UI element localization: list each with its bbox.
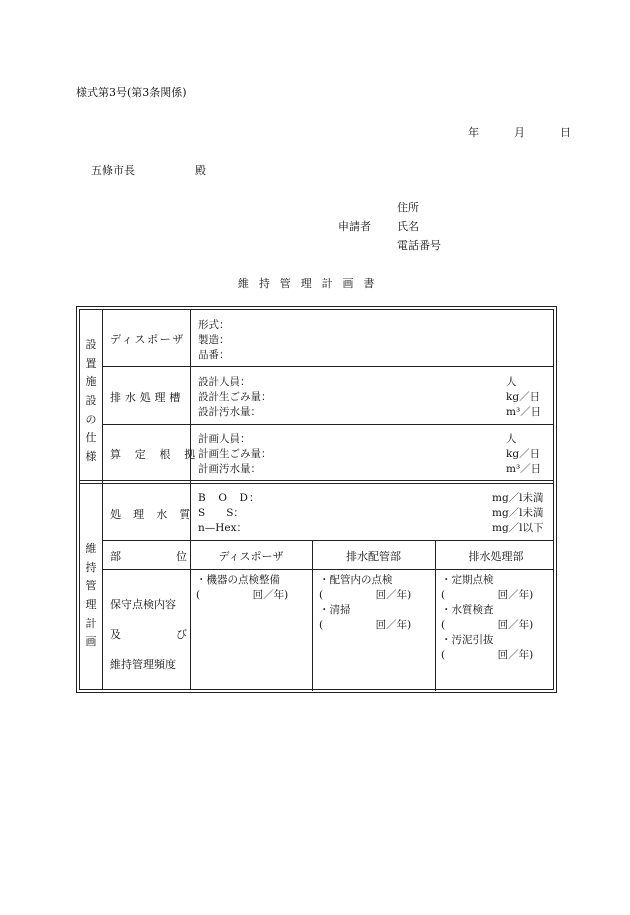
design-persons-label: 設計人員： bbox=[198, 376, 251, 388]
section-plan-label: 維 持 管 理 計 画 bbox=[85, 542, 97, 649]
plan-garbage-label: 計画生ごみ量： bbox=[198, 448, 272, 460]
design-sewage-label: 設計汚水量： bbox=[198, 406, 261, 418]
col-head-treatment: 排水処理部 bbox=[468, 550, 524, 563]
date-month: 月 bbox=[514, 126, 525, 139]
disposer-model-label: 品番： bbox=[198, 349, 230, 361]
part-label-a: 部 bbox=[110, 550, 121, 563]
plan-persons-unit: 人 bbox=[506, 433, 517, 445]
date-line bbox=[468, 124, 571, 140]
design-persons-unit: 人 bbox=[506, 376, 517, 388]
col-head-piping: 排水配管部 bbox=[346, 550, 401, 563]
part-label-b: 位 bbox=[176, 550, 187, 563]
plan-sewage-label: 計画汚水量： bbox=[198, 463, 261, 475]
design-garbage-label: 設計生ごみ量： bbox=[198, 391, 272, 403]
col2-item-2: ・清掃 bbox=[319, 604, 351, 616]
maint-label-line2b: び bbox=[176, 628, 187, 641]
maint-label-line3: 維持管理頻度 bbox=[110, 658, 176, 671]
applicant-phone-label: 電話番号 bbox=[397, 239, 441, 252]
applicant-name-label: 氏名 bbox=[397, 220, 419, 233]
spec-table bbox=[76, 306, 557, 693]
disposer-maker-label: 製造： bbox=[198, 334, 230, 346]
disposer-type-label: 形式： bbox=[198, 319, 230, 331]
applicant-address-label: 住所 bbox=[397, 201, 419, 214]
col1-item-1: ・機器の点検整備 bbox=[196, 574, 280, 586]
plan-sewage-unit: m³／日 bbox=[506, 463, 542, 475]
row-label-calc-basis: 算定根拠 bbox=[110, 448, 209, 461]
ss-label: S S： bbox=[198, 507, 244, 519]
maint-label-line1: 保守点検内容 bbox=[110, 598, 176, 611]
addressee-name: 五條市長 bbox=[91, 164, 135, 177]
applicant-role: 申請者 bbox=[338, 220, 371, 233]
col2-freq-1: ( 回／年) bbox=[319, 589, 412, 601]
col1-freq-1: ( 回／年) bbox=[196, 589, 289, 601]
date-day: 日 bbox=[560, 126, 571, 139]
spec-table-inner bbox=[79, 309, 554, 690]
col-head-disposer: ディスポーザ bbox=[218, 550, 284, 563]
plan-persons-label: 計画人員： bbox=[198, 433, 251, 445]
design-garbage-unit: kg／日 bbox=[506, 391, 541, 403]
maint-label-line2a: 及 bbox=[110, 628, 121, 641]
row-label-treatment-tank: 排水処理槽 bbox=[110, 391, 185, 404]
addressee-honorific: 殿 bbox=[195, 164, 206, 177]
col3-item-2: ・水質検査 bbox=[441, 604, 494, 616]
col3-freq-3: ( 回／年) bbox=[441, 649, 534, 661]
nhex-label: n—Hex： bbox=[198, 522, 248, 534]
col2-freq-2: ( 回／年) bbox=[319, 619, 412, 631]
row-label-disposer: ディスポーザ bbox=[110, 333, 186, 346]
bod-label: B O D： bbox=[198, 492, 261, 504]
col3-freq-1: ( 回／年) bbox=[441, 589, 534, 601]
date-year: 年 bbox=[468, 126, 479, 139]
plan-garbage-unit: kg／日 bbox=[506, 448, 541, 460]
col3-item-3: ・汚泥引抜 bbox=[441, 634, 494, 646]
col3-item-1: ・定期点検 bbox=[441, 574, 494, 586]
row-label-water-quality: 処理水質 bbox=[110, 508, 203, 521]
document-title: 維持管理計画書 bbox=[238, 277, 385, 290]
form-number: 様式第3号(第3条関係) bbox=[76, 86, 187, 99]
nhex-unit: mg／l以下 bbox=[492, 522, 544, 534]
section-install-label: 設 置 施 設 の 仕 様 bbox=[85, 338, 97, 464]
design-sewage-unit: m³／日 bbox=[506, 406, 542, 418]
ss-unit: mg／l未満 bbox=[492, 507, 544, 519]
col3-freq-2: ( 回／年) bbox=[441, 619, 534, 631]
bod-unit: mg／l未満 bbox=[492, 492, 544, 504]
col2-item-1: ・配管内の点検 bbox=[319, 574, 393, 586]
